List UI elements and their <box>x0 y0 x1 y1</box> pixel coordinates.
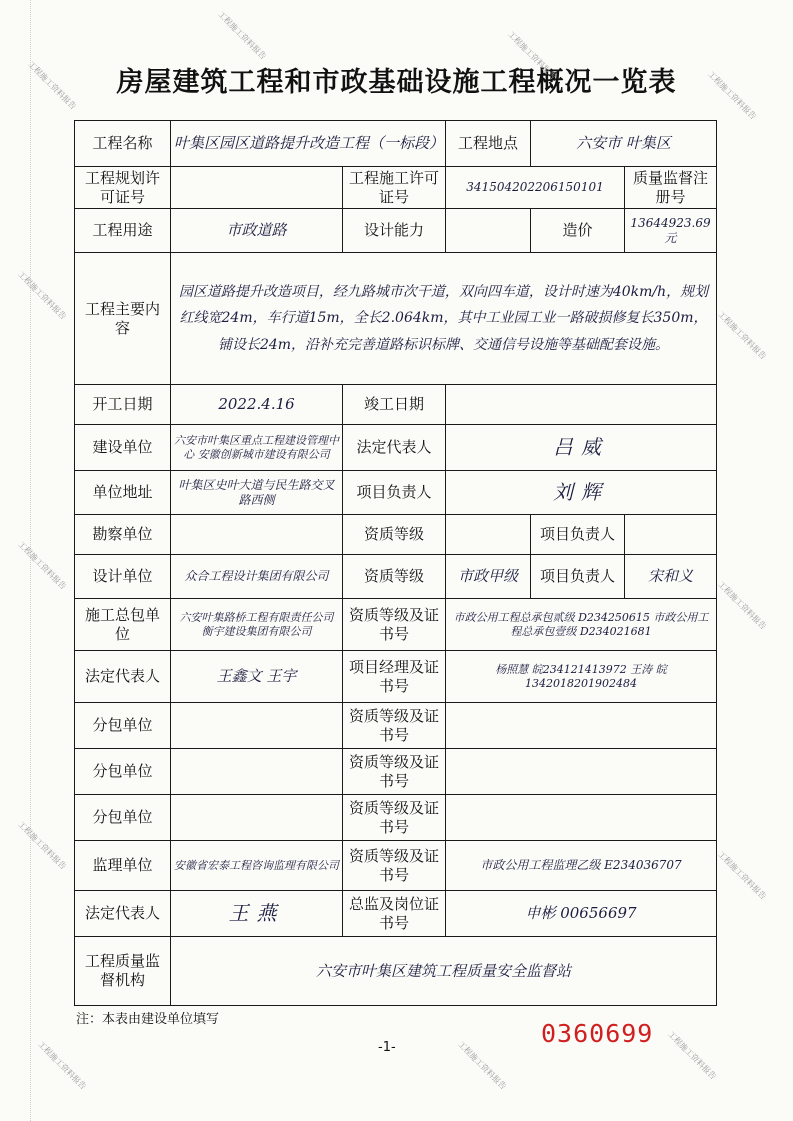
supervision-label: 监理单位 <box>75 841 171 891</box>
design-unit-value: 众合工程设计集团有限公司 <box>171 555 343 599</box>
address-value: 叶集区史叶大道与民生路交叉路西侧 <box>171 471 343 515</box>
sub3-qual-label: 资质等级及证书号 <box>343 795 446 841</box>
project-name-label: 工程名称 <box>75 121 171 167</box>
end-date-label: 竣工日期 <box>343 385 446 425</box>
watermark-text: 工程施工资料报告 <box>36 1039 88 1092</box>
cost-label: 造价 <box>531 209 625 253</box>
project-name-value: 叶集区园区道路提升改造工程（一标段） <box>171 121 446 167</box>
watermark-text: 工程施工资料报告 <box>16 539 68 592</box>
gc-qual-label: 资质等级及证书号 <box>343 599 446 651</box>
quality-reg-label: 质量监督注册号 <box>625 167 717 209</box>
design-unit-label: 设计单位 <box>75 555 171 599</box>
sub2-qual-label: 资质等级及证书号 <box>343 749 446 795</box>
sup-legal-value: 王燕 <box>171 891 343 937</box>
document-title: 房屋建筑工程和市政基础设施工程概况一览表 <box>116 67 677 98</box>
general-contractor-value: 六安叶集路桥工程有限责任公司 衡宇建设集团有限公司 <box>171 599 343 651</box>
gc-legal-label: 法定代表人 <box>75 651 171 703</box>
watermark-text: 工程施工资料报告 <box>716 849 768 902</box>
project-location-value: 六安市 叶集区 <box>531 121 717 167</box>
sub3-unit-label: 分包单位 <box>75 795 171 841</box>
construction-permit-label: 工程施工许可证号 <box>343 167 446 209</box>
sub2-unit-value <box>171 749 343 795</box>
builder-label: 建设单位 <box>75 425 171 471</box>
sub1-qual-value <box>446 703 717 749</box>
sub3-unit-value <box>171 795 343 841</box>
design-leader-value: 宋和义 <box>625 555 717 599</box>
design-capacity-value <box>446 209 531 253</box>
sup-qual-label: 资质等级及证书号 <box>343 841 446 891</box>
project-manager-label: 项目经理及证书号 <box>343 651 446 703</box>
planning-permit-value <box>171 167 343 209</box>
watermark-text: 工程施工资料报告 <box>706 69 758 122</box>
gc-legal-value: 王鑫文 王宇 <box>171 651 343 703</box>
general-contractor-label: 施工总包单位 <box>75 599 171 651</box>
start-date-label: 开工日期 <box>75 385 171 425</box>
survey-qual-value <box>446 515 531 555</box>
start-date-value: 2022.4.16 <box>171 385 343 425</box>
design-capacity-label: 设计能力 <box>343 209 446 253</box>
sub1-qual-label: 资质等级及证书号 <box>343 703 446 749</box>
main-content-label: 工程主要内容 <box>75 253 171 385</box>
usage-value: 市政道路 <box>171 209 343 253</box>
sub2-qual-value <box>446 749 717 795</box>
watermark-text: 工程施工资料报告 <box>666 1029 718 1082</box>
usage-label: 工程用途 <box>75 209 171 253</box>
watermark-text: 工程施工资料报告 <box>16 819 68 872</box>
quality-agency-label: 工程质量监督机构 <box>75 937 171 1006</box>
watermark-text: 工程施工资料报告 <box>216 9 268 62</box>
end-date-value <box>446 385 717 425</box>
project-manager-value: 杨照慧 皖234121413972 王涛 皖1342018201902484 <box>446 651 717 703</box>
serial-number: 0360699 <box>541 1019 654 1048</box>
supervision-value: 安徽省宏泰工程咨询监理有限公司 <box>171 841 343 891</box>
design-leader-label: 项目负责人 <box>531 555 625 599</box>
survey-unit-label: 勘察单位 <box>75 515 171 555</box>
gc-qual-value: 市政公用工程总承包贰级 D234250615 市政公用工程总承包壹级 D234021681 <box>446 599 717 651</box>
chief-supervisor-label: 总监及岗位证书号 <box>343 891 446 937</box>
project-location-label: 工程地点 <box>446 121 531 167</box>
planning-permit-label: 工程规划许可证号 <box>75 167 171 209</box>
quality-agency-value: 六安市叶集区建筑工程质量安全监督站 <box>171 937 717 1006</box>
project-leader-value: 刘辉 <box>446 471 717 515</box>
construction-permit-value: 341504202206150101 <box>446 167 625 209</box>
footer-note: 注：本表由建设单位填写 <box>76 1012 220 1027</box>
watermark-text: 工程施工资料报告 <box>506 29 558 82</box>
legal-rep-value: 吕威 <box>446 425 717 471</box>
binding-edge <box>0 0 31 1121</box>
builder-value: 六安市叶集区重点工程建设管理中心 安徽创新城市建设有限公司 <box>171 425 343 471</box>
watermark-text: 工程施工资料报告 <box>26 59 78 112</box>
sub1-unit-label: 分包单位 <box>75 703 171 749</box>
page-number: -1- <box>378 1040 396 1055</box>
project-overview-table <box>74 120 717 1006</box>
sub2-unit-label: 分包单位 <box>75 749 171 795</box>
design-qual-value: 市政甲级 <box>446 555 531 599</box>
survey-unit-value <box>171 515 343 555</box>
watermark-text: 工程施工资料报告 <box>16 269 68 322</box>
design-qual-label: 资质等级 <box>343 555 446 599</box>
watermark-text: 工程施工资料报告 <box>716 309 768 362</box>
sup-qual-value: 市政公用工程监理乙级 E234036707 <box>446 841 717 891</box>
cost-value: 13644923.69元 <box>625 209 717 253</box>
address-label: 单位地址 <box>75 471 171 515</box>
legal-rep-label: 法定代表人 <box>343 425 446 471</box>
watermark-text: 工程施工资料报告 <box>456 1039 508 1092</box>
main-content-value: 园区道路提升改造项目，经九路城市次干道，双向四车道，设计时速为40km/h，规划红线宽24m，车行道15m，全长2.064km，其中工业园工业一路破损修复长350m，铺设长24m，沿补充完善道路标识标牌、交通信号设施等基础配套设施。 <box>171 253 717 385</box>
sup-legal-label: 法定代表人 <box>75 891 171 937</box>
survey-qual-label: 资质等级 <box>343 515 446 555</box>
chief-supervisor-value: 申彬 00656697 <box>446 891 717 937</box>
survey-leader-value <box>625 515 717 555</box>
sub3-qual-value <box>446 795 717 841</box>
watermark-text: 工程施工资料报告 <box>716 579 768 632</box>
sub1-unit-value <box>171 703 343 749</box>
project-leader-label: 项目负责人 <box>343 471 446 515</box>
survey-leader-label: 项目负责人 <box>531 515 625 555</box>
